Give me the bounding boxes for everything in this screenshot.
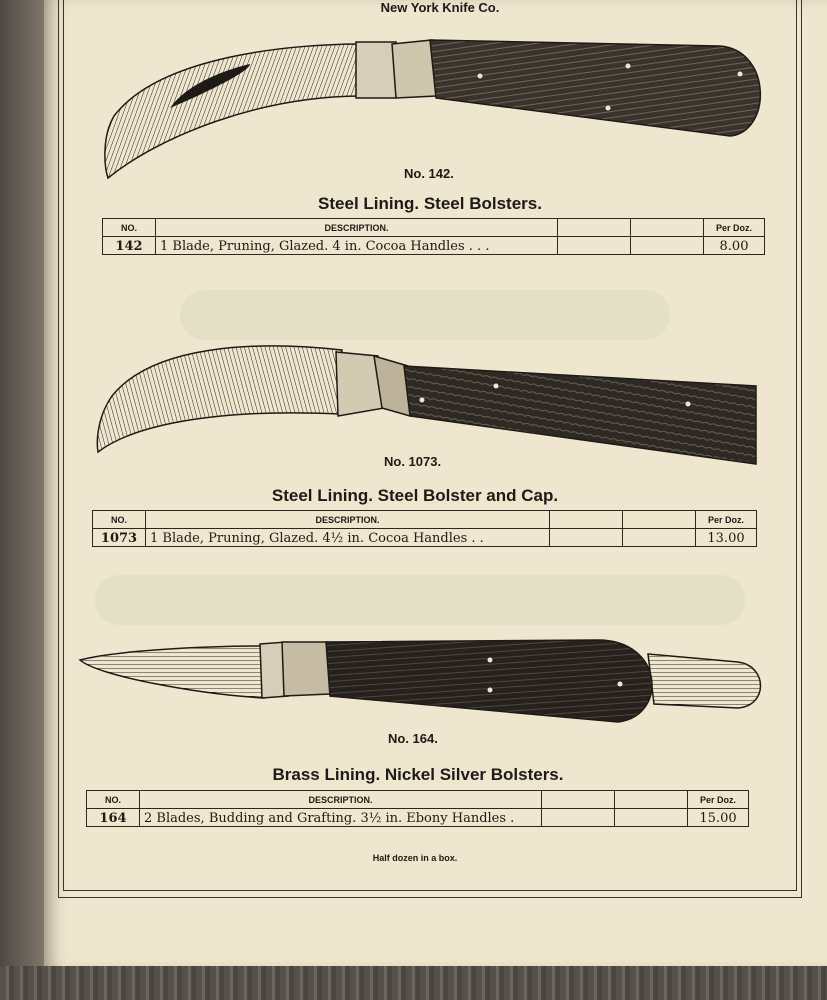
- per-doz-header: Per Doz.: [696, 511, 757, 529]
- no-header: NO.: [103, 219, 156, 237]
- figure-number: No. 142.: [404, 166, 454, 181]
- section-heading: Brass Lining. Nickel Silver Bolsters.: [272, 765, 564, 784]
- figure-number: No. 1073.: [384, 454, 442, 469]
- blank-header: [631, 219, 704, 237]
- packing-note: Half dozen in a box.: [372, 853, 458, 863]
- blank-cell: [631, 237, 704, 255]
- no-header: NO.: [87, 791, 140, 809]
- blank-header: [623, 511, 696, 529]
- blank-cell: [615, 809, 688, 827]
- table-row: [103, 237, 765, 255]
- table-row: [93, 529, 757, 547]
- blank-cell: [558, 237, 631, 255]
- price-table: [92, 510, 757, 547]
- blank-cell: [623, 529, 696, 547]
- item-number: 164: [87, 809, 140, 827]
- maker-name: New York Knife Co.: [380, 0, 500, 15]
- item-description: 1 Blade, Pruning, Glazed. 4 in. Cocoa Handles . . .: [156, 237, 558, 255]
- price-per-dozen: 8.00: [704, 237, 765, 255]
- item-description: 1 Blade, Pruning, Glazed. 4½ in. Cocoa Handles . .: [146, 529, 550, 547]
- figure-number: No. 164.: [388, 731, 438, 746]
- per-doz-header: Per Doz.: [688, 791, 749, 809]
- blank-header: [550, 511, 623, 529]
- section-heading: Steel Lining. Steel Bolster and Cap.: [271, 486, 559, 505]
- price-table: [86, 790, 749, 827]
- item-number: 1073: [93, 529, 146, 547]
- price-table: [102, 218, 765, 255]
- blank-cell: [542, 809, 615, 827]
- per-doz-header: Per Doz.: [704, 219, 765, 237]
- blank-header: [615, 791, 688, 809]
- blank-header: [558, 219, 631, 237]
- blank-cell: [550, 529, 623, 547]
- pruning-knife-illustration: [100, 36, 770, 186]
- no-header: NO.: [93, 511, 146, 529]
- table-row: [87, 809, 749, 827]
- description-header: DESCRIPTION.: [140, 791, 542, 809]
- item-description: 2 Blades, Budding and Grafting. 3½ in. Ebony Handles .: [140, 809, 542, 827]
- section-heading: Steel Lining. Steel Bolsters.: [318, 194, 542, 213]
- budding-knife-illustration: [78, 636, 768, 732]
- price-per-dozen: 13.00: [696, 529, 757, 547]
- description-header: DESCRIPTION.: [146, 511, 550, 529]
- price-per-dozen: 15.00: [688, 809, 749, 827]
- blank-header: [542, 791, 615, 809]
- item-number: 142: [103, 237, 156, 255]
- description-header: DESCRIPTION.: [156, 219, 558, 237]
- page-stack-edge: [0, 966, 827, 1000]
